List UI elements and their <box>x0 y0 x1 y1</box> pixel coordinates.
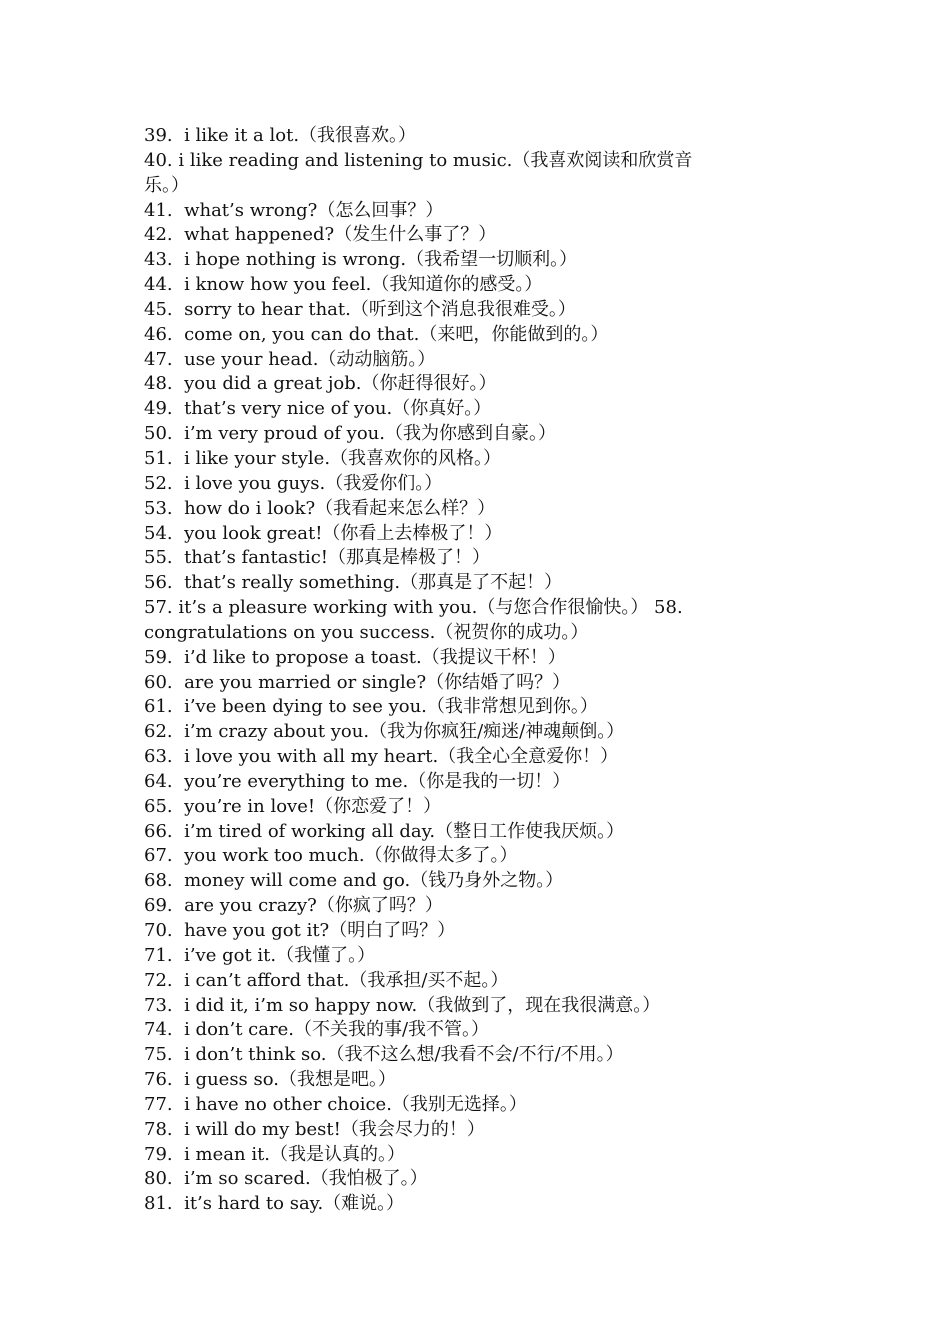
phrase-line-59: 59. i’d like to propose a toast.（我提议干杯！） <box>144 646 566 668</box>
phrase-line-55: 55. that’s fantastic!（那真是棒极了！） <box>144 547 491 569</box>
phrase-line-40: 40. i like reading and listening to music.（我喜欢阅读和欣赏音 <box>144 149 693 171</box>
phrase-line-57: 57. it’s a pleasure working with you.（与您合作很愉快。） 58. <box>144 597 683 619</box>
phrase-line-66: 66. i’m tired of working all day.（整日工作使我厌烦。） <box>144 820 625 842</box>
phrase-line-49: 49. that’s very nice of you.（你真好。） <box>144 398 492 420</box>
phrase-line-42: 42. what happened?（发生什么事了？） <box>144 224 497 246</box>
phrase-line-76: 76. i guess so.（我想是吧。） <box>144 1069 396 1091</box>
phrase-line-67: 67. you work too much.（你做得太多了。） <box>144 845 518 867</box>
phrase-line-48: 48. you did a great job.（你赶得很好。） <box>144 373 497 395</box>
phrase-line-71: 71. i’ve got it.（我懂了。） <box>144 944 376 966</box>
phrase-line-39: 39. i like it a lot.（我很喜欢。） <box>144 125 417 146</box>
phrase-line-51: 51. i like your style.（我喜欢你的风格。） <box>144 447 502 469</box>
phrase-line-58: congratulations on you success.（祝贺你的成功。） <box>144 621 589 643</box>
phrase-line-69: 69. are you crazy?（你疯了吗？） <box>144 895 443 917</box>
phrase-line-73: 73. i did it, i’m so happy now.（我做到了，现在我很满意。） <box>144 994 661 1016</box>
phrase-line-70: 70. have you got it?（明白了吗？） <box>144 920 456 941</box>
phrase-line-68: 68. money will come and go.（钱乃身外之物。） <box>144 870 564 892</box>
phrase-line-40-cont: 乐。） <box>144 174 189 196</box>
phrase-line-44: 44. i know how you feel.（我知道你的感受。） <box>144 274 543 296</box>
phrase-line-63: 63. i love you with all my heart.（我全心全意爱你！） <box>144 746 619 768</box>
phrase-line-45: 45. sorry to hear that.（听到这个消息我很难受。） <box>144 298 576 320</box>
phrase-line-54: 54. you look great!（你看上去棒极了！） <box>144 522 503 544</box>
phrase-line-61: 61. i’ve been dying to see you.（我非常想见到你。） <box>144 696 598 718</box>
document-page <box>144 124 824 1217</box>
phrase-line-60: 60. are you married or single?（你结婚了吗？） <box>144 671 571 693</box>
phrase-line-50: 50. i’m very proud of you.（我为你感到自豪。） <box>144 423 556 445</box>
phrase-line-43: 43. i hope nothing is wrong.（我希望一切顺利。） <box>144 249 578 271</box>
phrase-line-53: 53. how do i look?（我看起来怎么样？） <box>144 497 496 519</box>
phrase-line-41: 41. what’s wrong?（怎么回事？） <box>144 199 444 221</box>
phrase-line-47: 47. use your head.（动动脑筋。） <box>144 348 436 370</box>
phrase-line-62: 62. i’m crazy about you.（我为你疯狂/痴迷/神魂颠倒。） <box>144 721 625 743</box>
phrase-line-78: 78. i will do my best!（我会尽力的！） <box>144 1118 485 1140</box>
phrase-line-46: 46. come on, you can do that.（来吧，你能做到的。） <box>144 323 609 345</box>
phrase-line-65: 65. you’re in love!（你恋爱了！） <box>144 795 442 817</box>
phrase-line-64: 64. you’re everything to me.（你是我的一切！） <box>144 770 571 792</box>
phrase-line-52: 52. i love you guys.（我爱你们。） <box>144 472 443 494</box>
phrase-line-79: 79. i mean it.（我是认真的。） <box>144 1143 406 1165</box>
phrase-line-81: 81. it’s hard to say.（难说。） <box>144 1193 405 1215</box>
phrase-line-56: 56. that’s really something.（那真是了不起！） <box>144 572 563 594</box>
phrase-line-74: 74. i don’t care.（不关我的事/我不管。） <box>144 1019 490 1041</box>
phrase-line-72: 72. i can’t afford that.（我承担/买不起。） <box>144 969 509 991</box>
phrase-line-75: 75. i don’t think so.（我不这么想/我看不会/不行/不用。） <box>144 1044 624 1066</box>
phrase-line-80: 80. i’m so scared.（我怕极了。） <box>144 1168 428 1190</box>
phrase-line-77: 77. i have no other choice.（我别无选择。） <box>144 1093 527 1115</box>
